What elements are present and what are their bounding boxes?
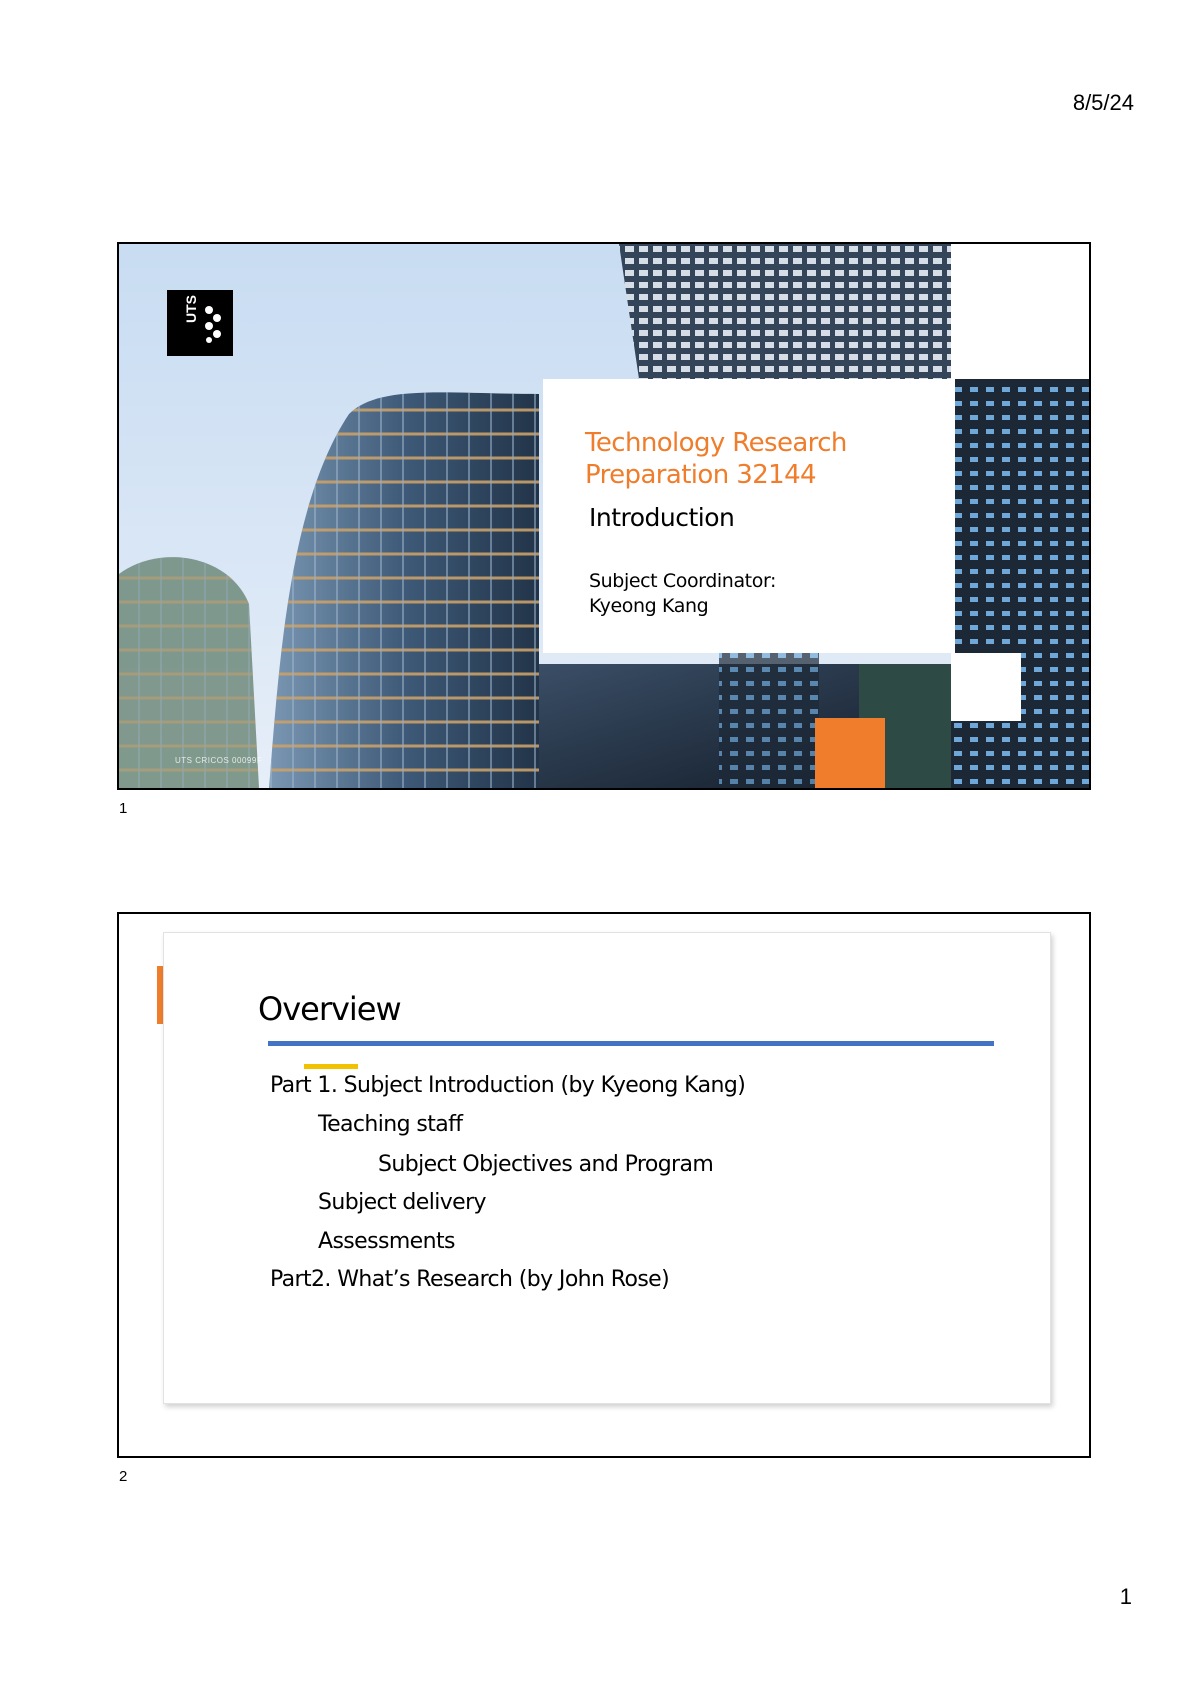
white-corner-block: [951, 244, 1089, 379]
slide-2-overview: [117, 912, 1091, 1458]
coordinator-block: [589, 569, 929, 619]
slide-title: Technology Research Preparation 32144: [585, 428, 847, 490]
slide-subtitle: Introduction: [589, 503, 735, 532]
slide-number-2: 2: [119, 1468, 128, 1485]
overview-line-5: Assessments: [318, 1229, 455, 1254]
print-date: 8/5/24: [1072, 90, 1134, 115]
overview-title: Overview: [258, 990, 401, 1028]
cricos-code: UTS CRICOS 00099F: [175, 756, 263, 765]
page-number: 1: [1119, 1584, 1132, 1609]
coordinator-label: Subject Coordinator:: [589, 570, 777, 592]
uts-logo-mark: [167, 290, 233, 356]
white-square-accent: [951, 653, 1021, 721]
uts-logo: [167, 290, 233, 356]
highlight-mark: [304, 1064, 358, 1069]
overview-line-3: Subject Objectives and Program: [378, 1152, 714, 1177]
coordinator-name: Kyeong Kang: [589, 595, 709, 617]
slide-number-1: 1: [119, 800, 128, 817]
overview-line-2: Teaching staff: [318, 1112, 463, 1137]
title-underline: [268, 1041, 994, 1046]
title-card: [543, 379, 955, 653]
overview-line-4: Subject delivery: [318, 1190, 486, 1215]
svg-text:UTS: UTS: [183, 295, 199, 323]
orange-square-accent: [815, 718, 885, 788]
overview-line-1: Part 1. Subject Introduction (by Kyeong Kang): [270, 1073, 746, 1098]
content-card: [163, 932, 1051, 1404]
overview-line-6: Part2. What’s Research (by John Rose): [270, 1267, 670, 1292]
slide-1-title: [117, 242, 1091, 790]
